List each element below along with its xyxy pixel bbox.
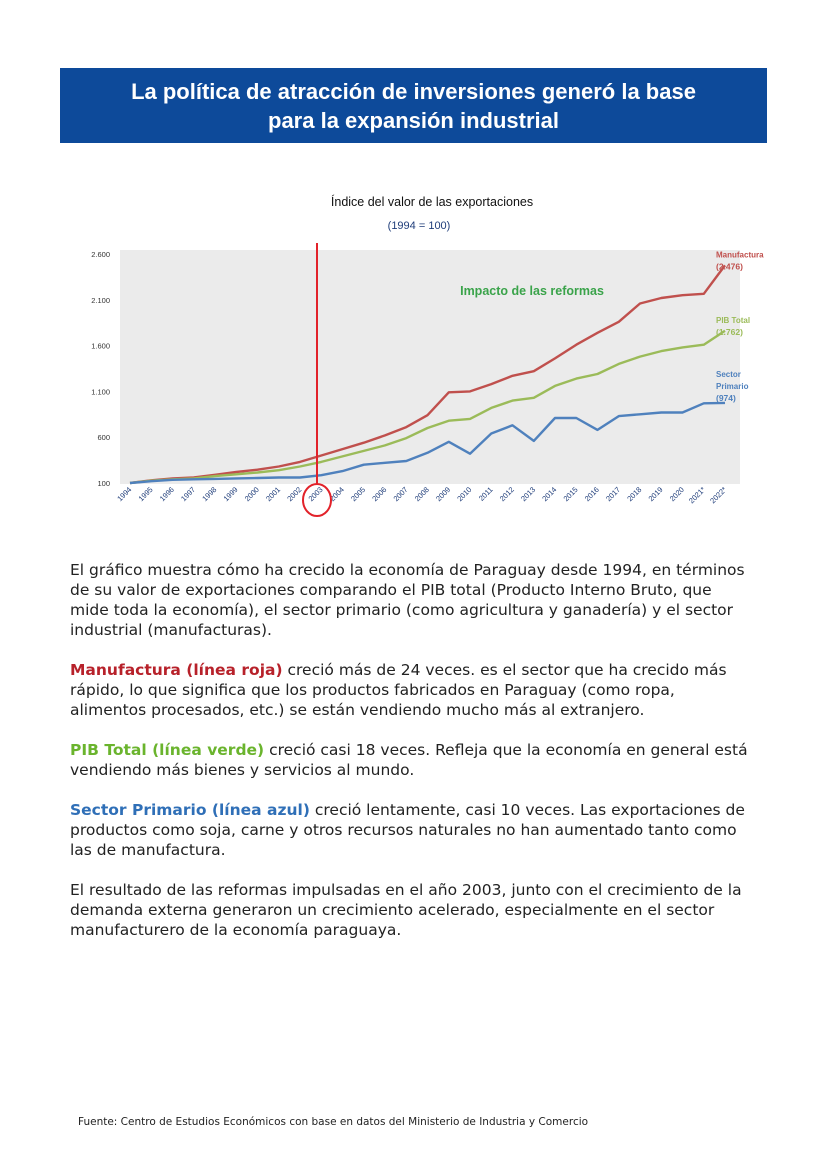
source-note: Fuente: Centro de Estudios Económicos con base en datos del Ministerio de Industria y Comercio <box>78 1116 589 1128</box>
chart-title: Índice del valor de las exportaciones <box>330 195 534 209</box>
y-tick-label: 1.600 <box>91 341 110 351</box>
x-tick-label: 2008 <box>412 485 431 504</box>
primario-text: creció lentamente, casi 10 veces. Las exportaciones de productos como soja, carne y otros recursos naturales no han aumentado tanto como las de manufactura. <box>70 801 745 859</box>
x-tick-label: 2013 <box>519 485 538 504</box>
chart-annotation: Impacto de las reformas <box>460 284 604 298</box>
x-tick-label: 2001 <box>264 485 283 504</box>
x-tick-label: 2015 <box>561 485 580 504</box>
y-tick-label: 2.100 <box>91 295 110 305</box>
plot-area <box>120 250 740 484</box>
page-title-line-1: La política de atracción de inversiones generó la base <box>131 78 696 104</box>
manufactura-label: Manufactura (línea roja) <box>70 661 283 679</box>
primario-paragraph <box>70 800 750 860</box>
x-tick-label: 2002 <box>285 485 304 504</box>
x-tick-label: 2022* <box>708 485 729 506</box>
series-end-label: (2.476) <box>716 261 743 272</box>
pib-label: PIB Total (línea verde) <box>70 741 265 759</box>
series-end-label: PIB Total <box>716 315 751 325</box>
pib-paragraph <box>70 740 750 780</box>
x-tick-label: 2004 <box>327 485 346 504</box>
x-tick-label: 2019 <box>646 485 665 504</box>
x-tick-label: 1995 <box>136 485 155 504</box>
x-tick-label: 2017 <box>604 485 623 504</box>
x-tick-label: 2020 <box>667 485 686 504</box>
x-tick-label: 1994 <box>115 485 134 504</box>
x-tick-label: 2014 <box>540 485 559 504</box>
pib-text: creció casi 18 veces. Refleja que la economía en general está vendiendo más bienes y servicios al mundo. <box>70 741 748 779</box>
intro-paragraph: El gráfico muestra cómo ha crecido la economía de Paraguay desde 1994, en términos de su valor de exportaciones comparando el PIB total (Producto Interno Bruto, que mide toda la economía), el sector primario (como agricultura y ganadería) y el sector industrial (manufacturas). <box>70 561 745 639</box>
y-tick-label: 100 <box>97 479 110 488</box>
manufactura-paragraph <box>70 660 750 720</box>
x-tick-label: 2006 <box>370 485 389 504</box>
chart-subtitle: (1994 = 100) <box>387 220 451 232</box>
x-tick-label: 2011 <box>476 485 495 503</box>
x-tick-label: 2003 <box>306 485 325 504</box>
x-tick-label: 2000 <box>242 485 261 504</box>
x-tick-label: 2010 <box>455 485 474 504</box>
conclusion-paragraph: El resultado de las reformas impulsadas en el año 2003, junto con el crecimiento de la demanda externa generaron un crecimiento acelerado, especialmente en el sector manufacturero de la economía paraguaya. <box>70 881 742 939</box>
series-end-label: Manufactura <box>716 250 764 260</box>
y-tick-label: 2.600 <box>91 250 110 259</box>
series-end-label: Sector <box>716 369 741 379</box>
series-end-label: (1.762) <box>716 326 743 337</box>
y-tick-label: 1.100 <box>91 387 110 397</box>
series-end-label: (974) <box>716 392 736 403</box>
x-tick-label: 2016 <box>582 485 601 504</box>
explanation-text <box>70 560 750 960</box>
x-tick-label: 2021* <box>686 485 708 506</box>
x-tick-label: 1997 <box>179 485 198 504</box>
x-tick-label: 1996 <box>157 485 176 504</box>
series-end-label: Primario <box>716 381 749 391</box>
page-title-line-2: para la expansión industrial <box>268 107 559 133</box>
x-tick-label: 1999 <box>221 485 240 504</box>
x-tick-label: 2012 <box>497 485 516 504</box>
x-tick-label: 1998 <box>200 485 219 504</box>
x-tick-label: 2018 <box>625 485 644 504</box>
x-tick-label: 2005 <box>349 485 368 504</box>
primario-label: Sector Primario (línea azul) <box>70 801 310 819</box>
export-index-chart <box>0 180 827 525</box>
page-title-banner <box>60 68 767 143</box>
x-tick-label: 2009 <box>434 485 453 504</box>
y-tick-label: 600 <box>97 433 110 443</box>
manufactura-text: creció más de 24 veces. es el sector que ha crecido más rápido, lo que significa que los productos fabricados en Paraguay (como ropa, alimentos procesados, etc.) se están vendiendo mucho más al extranjero. <box>70 661 727 719</box>
x-tick-label: 2007 <box>391 485 410 504</box>
